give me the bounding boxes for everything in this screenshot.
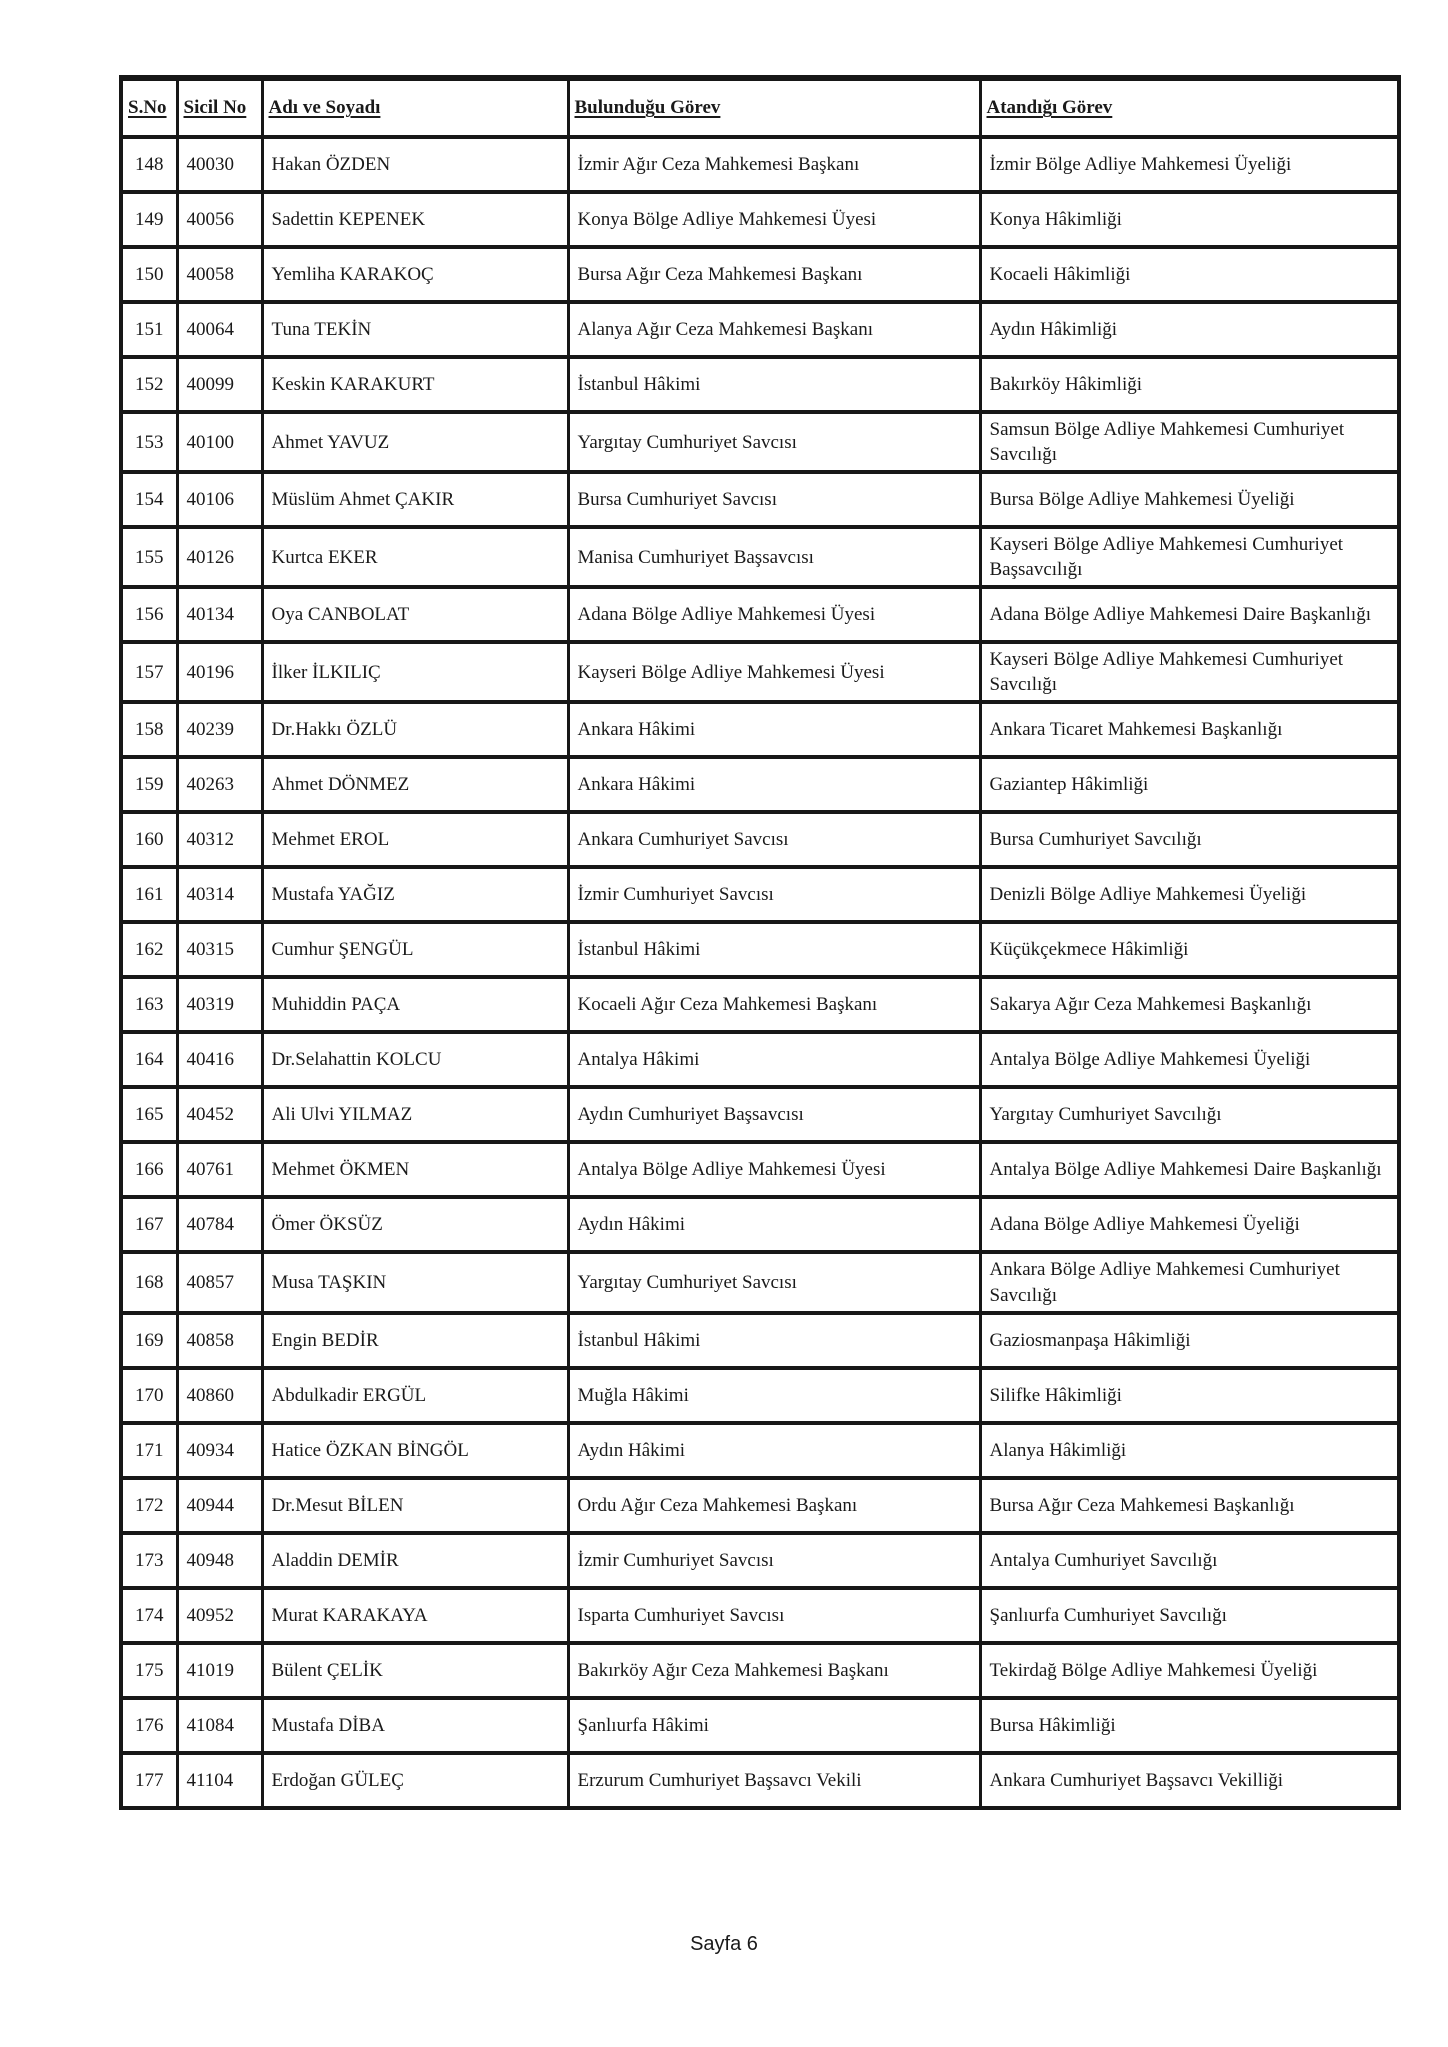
cell-name: Mehmet ÖKMEN bbox=[262, 1142, 568, 1197]
table-row bbox=[121, 702, 1399, 757]
cell-name: Yemliha KARAKOÇ bbox=[262, 247, 568, 302]
cell-current-position: Kocaeli Ağır Ceza Mahkemesi Başkanı bbox=[568, 977, 980, 1032]
cell-sicil-no: 40784 bbox=[177, 1197, 262, 1252]
cell-sno: 158 bbox=[121, 702, 177, 757]
cell-sno: 157 bbox=[121, 642, 177, 702]
cell-current-position: Bakırköy Ağır Ceza Mahkemesi Başkanı bbox=[568, 1643, 980, 1698]
column-header-sicil-no: Sicil No bbox=[177, 78, 262, 137]
column-header-name: Adı ve Soyadı bbox=[262, 78, 568, 137]
table-row bbox=[121, 1643, 1399, 1698]
cell-sicil-no: 40857 bbox=[177, 1252, 262, 1312]
table-row bbox=[121, 1698, 1399, 1753]
cell-sicil-no: 40314 bbox=[177, 867, 262, 922]
table-row bbox=[121, 757, 1399, 812]
cell-assigned-position: Adana Bölge Adliye Mahkemesi Üyeliği bbox=[980, 1197, 1399, 1252]
cell-current-position: İstanbul Hâkimi bbox=[568, 1313, 980, 1368]
cell-assigned-position: Antalya Bölge Adliye Mahkemesi Üyeliği bbox=[980, 1032, 1399, 1087]
cell-name: Engin BEDİR bbox=[262, 1313, 568, 1368]
cell-name: İlker İLKILIÇ bbox=[262, 642, 568, 702]
cell-current-position: İzmir Cumhuriyet Savcısı bbox=[568, 1533, 980, 1588]
cell-sno: 170 bbox=[121, 1368, 177, 1423]
cell-sno: 156 bbox=[121, 587, 177, 642]
cell-current-position: Konya Bölge Adliye Mahkemesi Üyesi bbox=[568, 192, 980, 247]
cell-sicil-no: 40416 bbox=[177, 1032, 262, 1087]
table-row bbox=[121, 192, 1399, 247]
header-row bbox=[121, 78, 1399, 137]
cell-name: Mustafa YAĞIZ bbox=[262, 867, 568, 922]
table-row bbox=[121, 1313, 1399, 1368]
cell-sicil-no: 40944 bbox=[177, 1478, 262, 1533]
cell-current-position: Bursa Cumhuriyet Savcısı bbox=[568, 472, 980, 527]
table-row bbox=[121, 1197, 1399, 1252]
cell-current-position: Kayseri Bölge Adliye Mahkemesi Üyesi bbox=[568, 642, 980, 702]
cell-sicil-no: 40319 bbox=[177, 977, 262, 1032]
cell-sicil-no: 41084 bbox=[177, 1698, 262, 1753]
cell-name: Cumhur ŞENGÜL bbox=[262, 922, 568, 977]
cell-current-position: Antalya Bölge Adliye Mahkemesi Üyesi bbox=[568, 1142, 980, 1197]
cell-sno: 173 bbox=[121, 1533, 177, 1588]
table-row bbox=[121, 1142, 1399, 1197]
cell-assigned-position: Yargıtay Cumhuriyet Savcılığı bbox=[980, 1087, 1399, 1142]
cell-current-position: Aydın Hâkimi bbox=[568, 1423, 980, 1478]
cell-sno: 161 bbox=[121, 867, 177, 922]
cell-current-position: Aydın Hâkimi bbox=[568, 1197, 980, 1252]
cell-sno: 168 bbox=[121, 1252, 177, 1312]
cell-name: Tuna TEKİN bbox=[262, 302, 568, 357]
cell-assigned-position: Gaziantep Hâkimliği bbox=[980, 757, 1399, 812]
cell-sicil-no: 40058 bbox=[177, 247, 262, 302]
cell-sicil-no: 40934 bbox=[177, 1423, 262, 1478]
cell-current-position: Adana Bölge Adliye Mahkemesi Üyesi bbox=[568, 587, 980, 642]
cell-sno: 166 bbox=[121, 1142, 177, 1197]
cell-sicil-no: 40312 bbox=[177, 812, 262, 867]
column-header-assigned-position: Atandığı Görev bbox=[980, 78, 1399, 137]
cell-sicil-no: 40064 bbox=[177, 302, 262, 357]
cell-assigned-position: Kayseri Bölge Adliye Mahkemesi Cumhuriyet Savcılığı bbox=[980, 642, 1399, 702]
cell-assigned-position: Ankara Bölge Adliye Mahkemesi Cumhuriyet Savcılığı bbox=[980, 1252, 1399, 1312]
cell-sicil-no: 40858 bbox=[177, 1313, 262, 1368]
table-row bbox=[121, 1533, 1399, 1588]
cell-sno: 175 bbox=[121, 1643, 177, 1698]
cell-current-position: Yargıtay Cumhuriyet Savcısı bbox=[568, 412, 980, 472]
cell-sno: 152 bbox=[121, 357, 177, 412]
cell-current-position: İstanbul Hâkimi bbox=[568, 922, 980, 977]
cell-sicil-no: 40030 bbox=[177, 137, 262, 192]
cell-name: Ahmet DÖNMEZ bbox=[262, 757, 568, 812]
cell-sicil-no: 41104 bbox=[177, 1753, 262, 1808]
cell-sno: 159 bbox=[121, 757, 177, 812]
cell-sicil-no: 40761 bbox=[177, 1142, 262, 1197]
cell-name: Bülent ÇELİK bbox=[262, 1643, 568, 1698]
cell-name: Hatice ÖZKAN BİNGÖL bbox=[262, 1423, 568, 1478]
cell-current-position: Muğla Hâkimi bbox=[568, 1368, 980, 1423]
cell-sicil-no: 40056 bbox=[177, 192, 262, 247]
cell-name: Hakan ÖZDEN bbox=[262, 137, 568, 192]
cell-assigned-position: Aydın Hâkimliği bbox=[980, 302, 1399, 357]
cell-current-position: Ankara Cumhuriyet Savcısı bbox=[568, 812, 980, 867]
cell-sno: 171 bbox=[121, 1423, 177, 1478]
table-row bbox=[121, 1588, 1399, 1643]
cell-assigned-position: Sakarya Ağır Ceza Mahkemesi Başkanlığı bbox=[980, 977, 1399, 1032]
cell-sicil-no: 40106 bbox=[177, 472, 262, 527]
cell-name: Oya CANBOLAT bbox=[262, 587, 568, 642]
cell-name: Murat KARAKAYA bbox=[262, 1588, 568, 1643]
cell-name: Keskin KARAKURT bbox=[262, 357, 568, 412]
cell-assigned-position: Bakırköy Hâkimliği bbox=[980, 357, 1399, 412]
cell-assigned-position: Silifke Hâkimliği bbox=[980, 1368, 1399, 1423]
table-row bbox=[121, 1087, 1399, 1142]
cell-current-position: İzmir Cumhuriyet Savcısı bbox=[568, 867, 980, 922]
cell-assigned-position: Tekirdağ Bölge Adliye Mahkemesi Üyeliği bbox=[980, 1643, 1399, 1698]
cell-name: Dr.Selahattin KOLCU bbox=[262, 1032, 568, 1087]
cell-name: Erdoğan GÜLEÇ bbox=[262, 1753, 568, 1808]
table-row bbox=[121, 527, 1399, 587]
cell-current-position: Alanya Ağır Ceza Mahkemesi Başkanı bbox=[568, 302, 980, 357]
cell-assigned-position: Antalya Bölge Adliye Mahkemesi Daire Başkanlığı bbox=[980, 1142, 1399, 1197]
cell-sicil-no: 40948 bbox=[177, 1533, 262, 1588]
cell-sno: 148 bbox=[121, 137, 177, 192]
cell-assigned-position: Denizli Bölge Adliye Mahkemesi Üyeliği bbox=[980, 867, 1399, 922]
column-header-sno: S.No bbox=[121, 78, 177, 137]
cell-sicil-no: 40452 bbox=[177, 1087, 262, 1142]
cell-current-position: İstanbul Hâkimi bbox=[568, 357, 980, 412]
table-row bbox=[121, 1753, 1399, 1808]
table-header bbox=[121, 78, 1399, 137]
cell-sicil-no: 40952 bbox=[177, 1588, 262, 1643]
cell-current-position: Yargıtay Cumhuriyet Savcısı bbox=[568, 1252, 980, 1312]
cell-assigned-position: Küçükçekmece Hâkimliği bbox=[980, 922, 1399, 977]
cell-current-position: Şanlıurfa Hâkimi bbox=[568, 1698, 980, 1753]
cell-name: Ömer ÖKSÜZ bbox=[262, 1197, 568, 1252]
cell-sno: 169 bbox=[121, 1313, 177, 1368]
cell-name: Muhiddin PAÇA bbox=[262, 977, 568, 1032]
cell-sno: 176 bbox=[121, 1698, 177, 1753]
cell-assigned-position: İzmir Bölge Adliye Mahkemesi Üyeliği bbox=[980, 137, 1399, 192]
cell-sno: 149 bbox=[121, 192, 177, 247]
table-row bbox=[121, 1368, 1399, 1423]
cell-sicil-no: 40100 bbox=[177, 412, 262, 472]
cell-sno: 167 bbox=[121, 1197, 177, 1252]
cell-name: Mehmet EROL bbox=[262, 812, 568, 867]
cell-sno: 174 bbox=[121, 1588, 177, 1643]
cell-sno: 150 bbox=[121, 247, 177, 302]
cell-sno: 151 bbox=[121, 302, 177, 357]
table-row bbox=[121, 1252, 1399, 1312]
table-row bbox=[121, 977, 1399, 1032]
cell-sicil-no: 40196 bbox=[177, 642, 262, 702]
cell-name: Ahmet YAVUZ bbox=[262, 412, 568, 472]
cell-current-position: Isparta Cumhuriyet Savcısı bbox=[568, 1588, 980, 1643]
cell-current-position: Manisa Cumhuriyet Başsavcısı bbox=[568, 527, 980, 587]
cell-assigned-position: Şanlıurfa Cumhuriyet Savcılığı bbox=[980, 1588, 1399, 1643]
cell-sno: 165 bbox=[121, 1087, 177, 1142]
table-row bbox=[121, 812, 1399, 867]
cell-name: Abdulkadir ERGÜL bbox=[262, 1368, 568, 1423]
cell-current-position: İzmir Ağır Ceza Mahkemesi Başkanı bbox=[568, 137, 980, 192]
cell-sno: 163 bbox=[121, 977, 177, 1032]
table-row bbox=[121, 137, 1399, 192]
cell-sicil-no: 40134 bbox=[177, 587, 262, 642]
cell-assigned-position: Alanya Hâkimliği bbox=[980, 1423, 1399, 1478]
cell-current-position: Ordu Ağır Ceza Mahkemesi Başkanı bbox=[568, 1478, 980, 1533]
column-header-current-position: Bulunduğu Görev bbox=[568, 78, 980, 137]
cell-sicil-no: 41019 bbox=[177, 1643, 262, 1698]
cell-assigned-position: Bursa Bölge Adliye Mahkemesi Üyeliği bbox=[980, 472, 1399, 527]
cell-current-position: Bursa Ağır Ceza Mahkemesi Başkanı bbox=[568, 247, 980, 302]
cell-sno: 162 bbox=[121, 922, 177, 977]
cell-assigned-position: Bursa Hâkimliği bbox=[980, 1698, 1399, 1753]
cell-sicil-no: 40099 bbox=[177, 357, 262, 412]
cell-assigned-position: Antalya Cumhuriyet Savcılığı bbox=[980, 1533, 1399, 1588]
cell-name: Musa TAŞKIN bbox=[262, 1252, 568, 1312]
cell-name: Müslüm Ahmet ÇAKIR bbox=[262, 472, 568, 527]
cell-name: Aladdin DEMİR bbox=[262, 1533, 568, 1588]
page-footer: Sayfa 6 bbox=[690, 1933, 758, 1955]
table-row bbox=[121, 867, 1399, 922]
cell-sno: 164 bbox=[121, 1032, 177, 1087]
table-row bbox=[121, 1478, 1399, 1533]
cell-sicil-no: 40315 bbox=[177, 922, 262, 977]
cell-current-position: Aydın Cumhuriyet Başsavcısı bbox=[568, 1087, 980, 1142]
cell-name: Dr.Mesut BİLEN bbox=[262, 1478, 568, 1533]
table-row bbox=[121, 247, 1399, 302]
cell-name: Kurtca EKER bbox=[262, 527, 568, 587]
cell-current-position: Ankara Hâkimi bbox=[568, 757, 980, 812]
table-row bbox=[121, 1423, 1399, 1478]
cell-assigned-position: Adana Bölge Adliye Mahkemesi Daire Başkanlığı bbox=[980, 587, 1399, 642]
cell-assigned-position: Bursa Ağır Ceza Mahkemesi Başkanlığı bbox=[980, 1478, 1399, 1533]
table-row bbox=[121, 472, 1399, 527]
cell-name: Mustafa DİBA bbox=[262, 1698, 568, 1753]
cell-current-position: Ankara Hâkimi bbox=[568, 702, 980, 757]
appointment-table bbox=[119, 75, 1401, 1810]
table-row bbox=[121, 642, 1399, 702]
cell-sno: 177 bbox=[121, 1753, 177, 1808]
cell-sno: 160 bbox=[121, 812, 177, 867]
cell-assigned-position: Konya Hâkimliği bbox=[980, 192, 1399, 247]
table-row bbox=[121, 302, 1399, 357]
cell-assigned-position: Gaziosmanpaşa Hâkimliği bbox=[980, 1313, 1399, 1368]
table-body bbox=[121, 137, 1399, 1808]
cell-name: Ali Ulvi YILMAZ bbox=[262, 1087, 568, 1142]
cell-current-position: Antalya Hâkimi bbox=[568, 1032, 980, 1087]
cell-assigned-position: Ankara Ticaret Mahkemesi Başkanlığı bbox=[980, 702, 1399, 757]
cell-assigned-position: Samsun Bölge Adliye Mahkemesi Cumhuriyet Savcılığı bbox=[980, 412, 1399, 472]
cell-sicil-no: 40263 bbox=[177, 757, 262, 812]
cell-current-position: Erzurum Cumhuriyet Başsavcı Vekili bbox=[568, 1753, 980, 1808]
cell-sicil-no: 40126 bbox=[177, 527, 262, 587]
cell-assigned-position: Bursa Cumhuriyet Savcılığı bbox=[980, 812, 1399, 867]
cell-assigned-position: Kayseri Bölge Adliye Mahkemesi Cumhuriyet Başsavcılığı bbox=[980, 527, 1399, 587]
cell-assigned-position: Ankara Cumhuriyet Başsavcı Vekilliği bbox=[980, 1753, 1399, 1808]
table-row bbox=[121, 922, 1399, 977]
cell-name: Sadettin KEPENEK bbox=[262, 192, 568, 247]
table-row bbox=[121, 357, 1399, 412]
cell-name: Dr.Hakkı ÖZLÜ bbox=[262, 702, 568, 757]
cell-sno: 155 bbox=[121, 527, 177, 587]
cell-assigned-position: Kocaeli Hâkimliği bbox=[980, 247, 1399, 302]
cell-sno: 172 bbox=[121, 1478, 177, 1533]
cell-sicil-no: 40239 bbox=[177, 702, 262, 757]
table-row bbox=[121, 587, 1399, 642]
cell-sicil-no: 40860 bbox=[177, 1368, 262, 1423]
cell-sno: 153 bbox=[121, 412, 177, 472]
table-row bbox=[121, 412, 1399, 472]
table-row bbox=[121, 1032, 1399, 1087]
cell-sno: 154 bbox=[121, 472, 177, 527]
